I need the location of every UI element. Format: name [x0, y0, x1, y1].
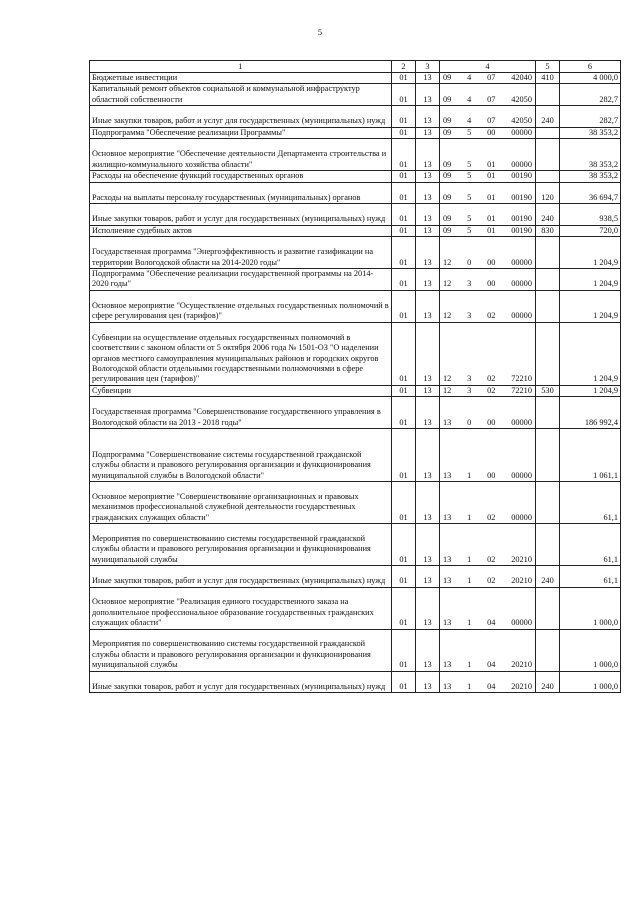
section-code: 01 — [392, 171, 416, 182]
code-part: 02 — [487, 576, 496, 586]
code-part: 13 — [443, 512, 452, 522]
section-code: 01 — [392, 268, 416, 290]
amount: 282,7 — [560, 106, 621, 128]
expense-type-code — [536, 587, 560, 629]
expense-type-code — [536, 629, 560, 671]
target-article-code — [440, 127, 536, 138]
target-article-parts — [442, 576, 533, 586]
target-article-parts — [442, 193, 533, 203]
code-part: 09 — [443, 73, 452, 82]
code-part: 5 — [467, 171, 472, 181]
expense-type-code — [536, 84, 560, 106]
code-part: 72210 — [511, 385, 532, 395]
subsection-code: 13 — [416, 225, 440, 236]
subsection-code: 13 — [416, 182, 440, 204]
code-part: 0 — [467, 257, 472, 267]
code-part: 13 — [443, 576, 452, 586]
row-name: Расходы на выплаты персоналу государственных (муниципальных) органов — [90, 182, 392, 204]
code-part: 00 — [487, 470, 496, 480]
header-cell: 2 — [392, 61, 416, 73]
target-article-code — [440, 482, 536, 524]
code-part: 07 — [487, 73, 496, 82]
code-part: 3 — [467, 279, 472, 289]
target-article-parts — [442, 214, 533, 224]
code-part: 00190 — [511, 171, 532, 181]
code-part: 00000 — [511, 470, 532, 480]
amount: 61,1 — [560, 566, 621, 588]
section-code: 01 — [392, 322, 416, 385]
target-article-code — [440, 429, 536, 482]
expense-type-code — [536, 429, 560, 482]
target-article-parts — [442, 279, 533, 289]
target-article-parts — [442, 682, 533, 692]
row-name: Подпрограмма "Обеспечение реализации Программы" — [90, 127, 392, 138]
expense-type-code: 410 — [536, 73, 560, 84]
code-part: 00000 — [511, 512, 532, 522]
code-part: 1 — [467, 470, 472, 480]
target-article-code — [440, 84, 536, 106]
target-article-parts — [442, 618, 533, 628]
code-part: 09 — [443, 159, 452, 169]
target-article-parts — [442, 311, 533, 321]
code-part: 00190 — [511, 192, 532, 202]
table-row — [90, 397, 621, 429]
code-part: 42040 — [511, 73, 532, 82]
code-part: 00000 — [511, 618, 532, 628]
subsection-code: 13 — [416, 482, 440, 524]
row-name: Субвенции на осуществление отдельных государственных полномочий в соответствии с законом области от 5 октября 2006 года № 1501-ОЗ "О наделении органов местного самоуправления муниципальных районов и городских округов Вологодской области отдельными государственными полномочиями в сфере регулирования цен (тарифов)" — [90, 322, 392, 385]
code-part: 13 — [443, 681, 452, 691]
section-code: 01 — [392, 385, 416, 396]
code-part: 12 — [443, 374, 452, 384]
table-row — [90, 268, 621, 290]
section-code: 01 — [392, 182, 416, 204]
code-part: 20210 — [511, 681, 532, 691]
subsection-code: 13 — [416, 429, 440, 482]
row-name: Основное мероприятие "Совершенствование организационных и правовых механизмов профессиональной служебной деятельности государственных гражданских служащих области" — [90, 482, 392, 524]
table-row — [90, 73, 621, 84]
section-code: 01 — [392, 225, 416, 236]
code-part: 13 — [443, 554, 452, 564]
target-article-code — [440, 106, 536, 128]
section-code: 01 — [392, 671, 416, 693]
table-row — [90, 225, 621, 236]
code-part: 5 — [467, 192, 472, 202]
header-cell: 5 — [536, 61, 560, 73]
budget-table — [89, 60, 621, 693]
code-part: 42050 — [511, 116, 532, 126]
code-part: 00190 — [511, 214, 532, 224]
code-part: 20210 — [511, 660, 532, 670]
section-code: 01 — [392, 566, 416, 588]
target-article-code — [440, 566, 536, 588]
subsection-code: 13 — [416, 290, 440, 322]
section-code: 01 — [392, 73, 416, 84]
target-article-code — [440, 587, 536, 629]
subsection-code: 13 — [416, 139, 440, 171]
code-part: 4 — [467, 116, 472, 126]
expense-type-code: 530 — [536, 385, 560, 396]
target-article-code — [440, 322, 536, 385]
subsection-code: 13 — [416, 629, 440, 671]
code-part: 00 — [487, 279, 496, 289]
table-row — [90, 566, 621, 588]
code-part: 1 — [467, 618, 472, 628]
table-row — [90, 139, 621, 171]
row-name: Субвенции — [90, 385, 392, 396]
target-article-parts — [442, 171, 533, 181]
code-part: 00 — [487, 417, 496, 427]
header-cell: 3 — [416, 61, 440, 73]
subsection-code: 13 — [416, 204, 440, 226]
code-part: 02 — [487, 385, 496, 395]
section-code: 01 — [392, 106, 416, 128]
code-part: 1 — [467, 554, 472, 564]
expense-type-code — [536, 268, 560, 290]
subsection-code: 13 — [416, 524, 440, 566]
section-code: 01 — [392, 290, 416, 322]
code-part: 13 — [443, 417, 452, 427]
code-part: 0 — [467, 417, 472, 427]
page-number: 5 — [317, 27, 323, 37]
row-name: Государственная программа "Энергоэффективность и развитие газификации на территории Вологодской области на 2014-2020 годы" — [90, 236, 392, 268]
code-part: 20210 — [511, 554, 532, 564]
amount: 1 000,0 — [560, 671, 621, 693]
target-article-code — [440, 204, 536, 226]
code-part: 12 — [443, 279, 452, 289]
amount: 1 204,9 — [560, 290, 621, 322]
amount: 1 061,1 — [560, 429, 621, 482]
subsection-code: 13 — [416, 566, 440, 588]
code-part: 00000 — [511, 127, 532, 137]
expense-type-code: 240 — [536, 671, 560, 693]
expense-type-code — [536, 139, 560, 171]
code-part: 00000 — [511, 311, 532, 321]
row-name: Расходы на обеспечение функций государственных органов — [90, 171, 392, 182]
amount: 186 992,4 — [560, 397, 621, 429]
code-part: 1 — [467, 660, 472, 670]
code-part: 02 — [487, 512, 496, 522]
amount: 1 204,9 — [560, 268, 621, 290]
code-part: 1 — [467, 681, 472, 691]
header-cell: 1 — [90, 61, 392, 73]
code-part: 00000 — [511, 257, 532, 267]
target-article-parts — [442, 471, 533, 481]
table-row — [90, 127, 621, 138]
amount: 36 694,7 — [560, 182, 621, 204]
code-part: 12 — [443, 385, 452, 395]
subsection-code: 13 — [416, 397, 440, 429]
subsection-code: 13 — [416, 236, 440, 268]
target-article-code — [440, 290, 536, 322]
code-part: 04 — [487, 618, 496, 628]
subsection-code: 13 — [416, 84, 440, 106]
target-article-code — [440, 385, 536, 396]
header-cell: 4 — [440, 61, 536, 73]
table-row — [90, 236, 621, 268]
subsection-code: 13 — [416, 171, 440, 182]
code-part: 01 — [487, 171, 496, 181]
code-part: 01 — [487, 225, 496, 235]
target-article-code — [440, 524, 536, 566]
code-part: 00000 — [511, 417, 532, 427]
row-name: Подпрограмма "Обеспечение реализации государственной программы на 2014-2020 годы" — [90, 268, 392, 290]
expense-type-code — [536, 482, 560, 524]
row-name: Основное мероприятие "Осуществление отдельных государственных полномочий в сфере регулирования цен (тарифов)" — [90, 290, 392, 322]
code-part: 00 — [487, 257, 496, 267]
target-article-parts — [442, 160, 533, 170]
amount: 38 353,2 — [560, 127, 621, 138]
target-article-parts — [442, 73, 533, 83]
code-part: 09 — [443, 225, 452, 235]
section-code: 01 — [392, 84, 416, 106]
target-article-code — [440, 182, 536, 204]
table-row — [90, 204, 621, 226]
code-part: 5 — [467, 214, 472, 224]
amount: 38 353,2 — [560, 139, 621, 171]
target-article-parts — [442, 128, 533, 138]
expense-type-code — [536, 524, 560, 566]
code-part: 07 — [487, 116, 496, 126]
expense-type-code: 830 — [536, 225, 560, 236]
code-part: 02 — [487, 311, 496, 321]
code-part: 01 — [487, 214, 496, 224]
target-article-code — [440, 225, 536, 236]
table-row — [90, 482, 621, 524]
table-row — [90, 429, 621, 482]
section-code: 01 — [392, 587, 416, 629]
section-code: 01 — [392, 139, 416, 171]
expense-type-code: 120 — [536, 182, 560, 204]
table-row — [90, 385, 621, 396]
amount: 1 000,0 — [560, 629, 621, 671]
code-part: 09 — [443, 127, 452, 137]
row-name: Иные закупки товаров, работ и услуг для государственных (муниципальных) нужд — [90, 204, 392, 226]
code-part: 00190 — [511, 225, 532, 235]
row-name: Государственная программа "Совершенствование государственного управления в Вологодской области на 2013 - 2018 годы" — [90, 397, 392, 429]
code-part: 5 — [467, 159, 472, 169]
target-article-code — [440, 73, 536, 84]
row-name: Подпрограмма "Совершенствование системы государственной гражданской службы области и правового регулирования организации и функционирования муниципальной службы в Вологодской области" — [90, 429, 392, 482]
expense-type-code — [536, 397, 560, 429]
subsection-code: 13 — [416, 322, 440, 385]
target-article-parts — [442, 386, 533, 396]
target-article-code — [440, 268, 536, 290]
code-part: 09 — [443, 171, 452, 181]
row-name: Капитальный ремонт объектов социальной и коммунальной инфраструктур областной собственности — [90, 84, 392, 106]
table-row — [90, 171, 621, 182]
amount: 282,7 — [560, 84, 621, 106]
code-part: 02 — [487, 374, 496, 384]
amount: 61,1 — [560, 482, 621, 524]
table-row — [90, 629, 621, 671]
amount: 1 000,0 — [560, 587, 621, 629]
expense-type-code: 240 — [536, 106, 560, 128]
target-article-parts — [442, 95, 533, 105]
table-row — [90, 182, 621, 204]
expense-type-code: 240 — [536, 566, 560, 588]
amount: 61,1 — [560, 524, 621, 566]
subsection-code: 13 — [416, 268, 440, 290]
code-part: 12 — [443, 311, 452, 321]
target-article-parts — [442, 660, 533, 670]
expense-type-code — [536, 236, 560, 268]
code-part: 09 — [443, 94, 452, 104]
target-article-code — [440, 629, 536, 671]
section-code: 01 — [392, 397, 416, 429]
target-article-parts — [442, 374, 533, 384]
code-part: 09 — [443, 116, 452, 126]
table-row — [90, 587, 621, 629]
code-part: 00000 — [511, 159, 532, 169]
target-article-code — [440, 397, 536, 429]
code-part: 1 — [467, 576, 472, 586]
table-row — [90, 84, 621, 106]
target-article-parts — [442, 513, 533, 523]
subsection-code: 13 — [416, 587, 440, 629]
row-name: Бюджетные инвестиции — [90, 73, 392, 84]
header-cell: 6 — [560, 61, 621, 73]
code-part: 09 — [443, 214, 452, 224]
table-row — [90, 322, 621, 385]
code-part: 13 — [443, 470, 452, 480]
expense-type-code: 240 — [536, 204, 560, 226]
code-part: 01 — [487, 159, 496, 169]
code-part: 07 — [487, 94, 496, 104]
target-article-code — [440, 236, 536, 268]
code-part: 13 — [443, 660, 452, 670]
target-article-code — [440, 139, 536, 171]
amount: 1 204,9 — [560, 322, 621, 385]
row-name: Иные закупки товаров, работ и услуг для государственных (муниципальных) нужд — [90, 106, 392, 128]
row-name: Мероприятия по совершенствованию системы государственной гражданской службы области и правового регулирования организации и функционирования муниципальной службы — [90, 524, 392, 566]
code-part: 4 — [467, 73, 472, 82]
amount: 1 204,9 — [560, 236, 621, 268]
target-article-parts — [442, 418, 533, 428]
table-row — [90, 671, 621, 693]
expense-type-code — [536, 127, 560, 138]
row-name: Основное мероприятие "Обеспечение деятельности Департамента строительства и жилищно-коммунального хозяйства области" — [90, 139, 392, 171]
amount: 1 204,9 — [560, 385, 621, 396]
code-part: 3 — [467, 385, 472, 395]
code-part: 00000 — [511, 279, 532, 289]
code-part: 1 — [467, 512, 472, 522]
table-row — [90, 106, 621, 128]
code-part: 3 — [467, 311, 472, 321]
code-part: 3 — [467, 374, 472, 384]
table-row — [90, 290, 621, 322]
subsection-code: 13 — [416, 671, 440, 693]
target-article-parts — [442, 116, 533, 126]
section-code: 01 — [392, 629, 416, 671]
target-article-parts — [442, 258, 533, 268]
code-part: 5 — [467, 225, 472, 235]
section-code: 01 — [392, 482, 416, 524]
subsection-code: 13 — [416, 127, 440, 138]
section-code: 01 — [392, 236, 416, 268]
expense-type-code — [536, 171, 560, 182]
target-article-parts — [442, 226, 533, 236]
code-part: 5 — [467, 127, 472, 137]
section-code: 01 — [392, 204, 416, 226]
code-part: 72210 — [511, 374, 532, 384]
code-part: 09 — [443, 192, 452, 202]
code-part: 20210 — [511, 576, 532, 586]
table-header-row — [90, 61, 621, 73]
code-part: 12 — [443, 257, 452, 267]
amount: 38 353,2 — [560, 171, 621, 182]
row-name: Основное мероприятие "Реализация единого государственного заказа на дополнительное профессиональное образование государственных гражданских служащих области" — [90, 587, 392, 629]
section-code: 01 — [392, 429, 416, 482]
code-part: 04 — [487, 660, 496, 670]
section-code: 01 — [392, 127, 416, 138]
code-part: 4 — [467, 94, 472, 104]
subsection-code: 13 — [416, 385, 440, 396]
expense-type-code — [536, 290, 560, 322]
row-name: Иные закупки товаров, работ и услуг для государственных (муниципальных) нужд — [90, 566, 392, 588]
expense-type-code — [536, 322, 560, 385]
target-article-code — [440, 671, 536, 693]
table-row — [90, 524, 621, 566]
code-part: 13 — [443, 618, 452, 628]
amount: 938,5 — [560, 204, 621, 226]
row-name: Иные закупки товаров, работ и услуг для государственных (муниципальных) нужд — [90, 671, 392, 693]
section-code: 01 — [392, 524, 416, 566]
code-part: 42050 — [511, 94, 532, 104]
code-part: 01 — [487, 192, 496, 202]
target-article-parts — [442, 555, 533, 565]
subsection-code: 13 — [416, 73, 440, 84]
row-name: Исполнение судебных актов — [90, 225, 392, 236]
target-article-code — [440, 171, 536, 182]
row-name: Мероприятия по совершенствованию системы государственной гражданской службы области и правового регулирования организации и функционирования муниципальной службы — [90, 629, 392, 671]
code-part: 04 — [487, 681, 496, 691]
amount: 4 000,0 — [560, 73, 621, 84]
code-part: 02 — [487, 554, 496, 564]
code-part: 00 — [487, 127, 496, 137]
amount: 720,0 — [560, 225, 621, 236]
subsection-code: 13 — [416, 106, 440, 128]
